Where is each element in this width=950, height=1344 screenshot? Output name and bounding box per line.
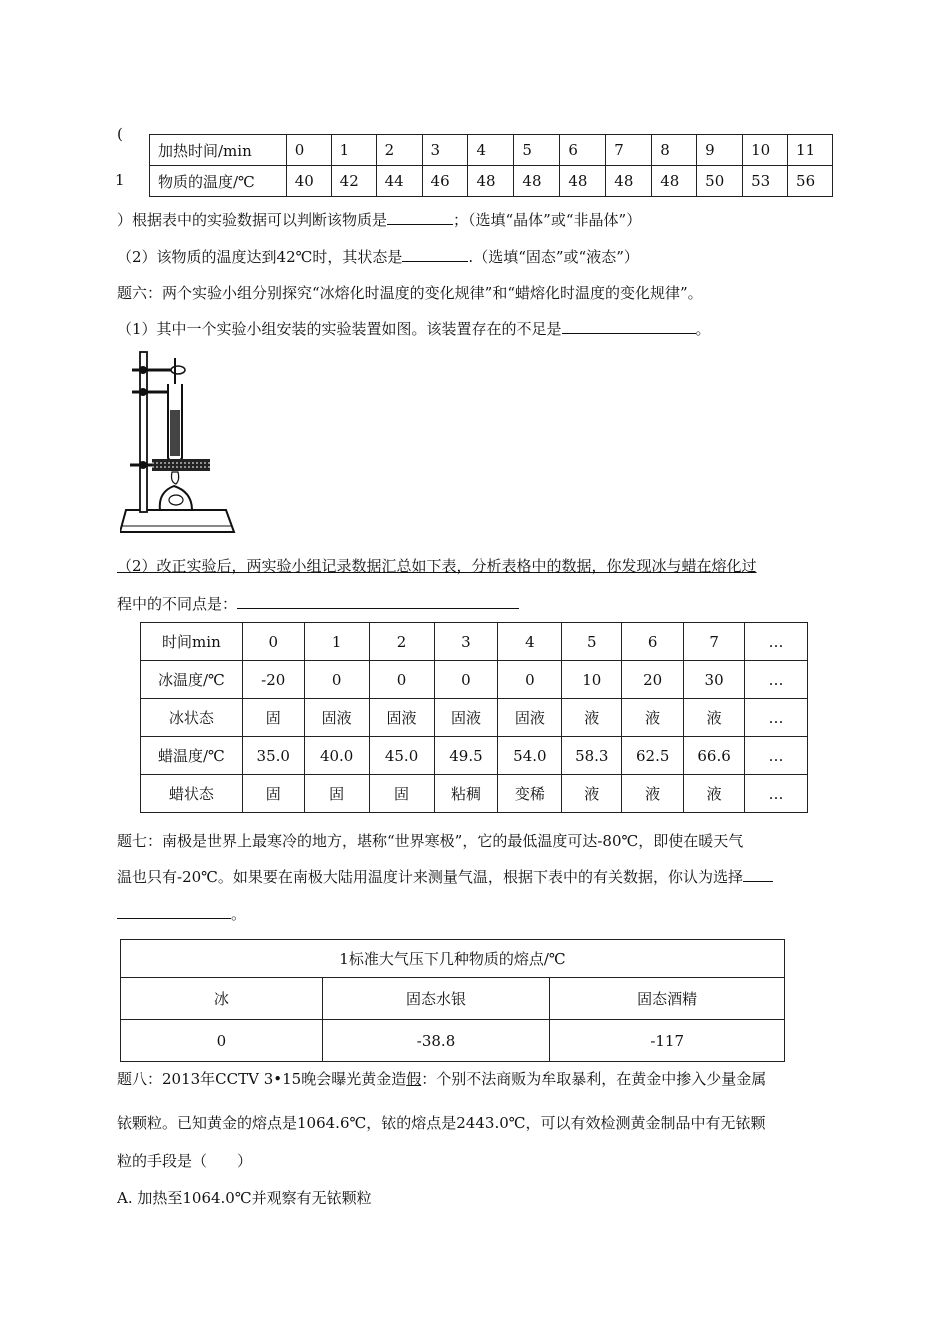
heating-cell: 40	[286, 166, 331, 197]
ice-wax-cell: 30	[684, 661, 745, 699]
ice-wax-cell: 固	[242, 775, 304, 813]
q6-part1-text: （1）其中一个实验小组安装的实验装置如图。该装置存在的不足是	[117, 320, 562, 338]
value-mercury: -38.8	[322, 1020, 550, 1062]
heating-cell: 48	[652, 166, 697, 197]
q5-line1	[117, 209, 641, 230]
heating-cell: 2	[376, 135, 422, 166]
ice-wax-cell: 10	[562, 661, 622, 699]
header-mercury: 固态水银	[322, 978, 550, 1020]
q6-part1-end: 。	[695, 320, 711, 338]
q5-line2-text: （2）该物质的温度达到42℃时，其状态是	[117, 248, 403, 266]
heating-cell: 50	[697, 166, 743, 197]
apparatus-figure	[120, 350, 240, 538]
ice-wax-cell: 0	[498, 661, 562, 699]
heating-cell: 9	[697, 135, 743, 166]
heating-cell: 56	[788, 166, 833, 197]
ice-wax-cell: 66.6	[684, 737, 745, 775]
ice-wax-row-header: 蜡状态	[141, 775, 243, 813]
heating-cell: 1	[331, 135, 376, 166]
heating-cell: 44	[376, 166, 422, 197]
ice-wax-cell: 固液	[434, 699, 498, 737]
ice-wax-row-header: 时间min	[141, 623, 243, 661]
q6-part1	[117, 318, 711, 339]
ice-wax-cell: 固液	[498, 699, 562, 737]
ice-wax-cell: 0	[369, 661, 434, 699]
q8-line2: 铱颗粒。已知黄金的熔点是1064.6℃，铱的熔点是2443.0℃，可以有效检测黄金制品中有无铱颗	[117, 1114, 766, 1132]
ice-wax-cell: 1	[304, 623, 369, 661]
q8-line1	[117, 1068, 766, 1089]
q7-line3-end: 。	[231, 905, 247, 923]
melting-point-table	[120, 939, 785, 1062]
melting-point-caption: 1标准大气压下几种物质的熔点/℃	[121, 940, 785, 978]
q6-title: 题六：两个实验小组分别探究“冰熔化时温度的变化规律”和“蜡熔化时温度的变化规律”。	[117, 284, 703, 302]
ice-wax-row	[141, 737, 808, 775]
ice-wax-cell: 45.0	[369, 737, 434, 775]
value-ice: 0	[121, 1020, 323, 1062]
heating-cell: 53	[743, 166, 788, 197]
melting-point-header-row	[121, 978, 785, 1020]
ice-wax-cell: 3	[434, 623, 498, 661]
ice-wax-cell: …	[745, 661, 808, 699]
ice-wax-cell: 2	[369, 623, 434, 661]
ice-wax-cell: 液	[684, 775, 745, 813]
q8-line1-text: 题八：2013年CCTV 3•15晚会曝光黄金造	[117, 1070, 407, 1088]
q5-line2-hint: .（选填“固态”或“液态”）	[468, 248, 639, 266]
heating-cell: 0	[286, 135, 331, 166]
q8-option-a[interactable]: A. 加热至1064.0℃并观察有无铱颗粒	[117, 1189, 372, 1207]
ice-wax-cell: 固液	[369, 699, 434, 737]
ice-wax-cell: 0	[304, 661, 369, 699]
q6-part2-line1: （2）改正实验后，两实验小组记录数据汇总如下表，分析表格中的数据，你发现冰与蜡在熔化过	[117, 557, 757, 575]
heating-cell: 48	[606, 166, 652, 197]
heating-cell: 8	[652, 135, 697, 166]
ice-wax-cell: …	[745, 623, 808, 661]
ice-wax-cell: …	[745, 775, 808, 813]
q5-line1-hint: ；（选填“晶体”或“非晶体”）	[453, 211, 642, 229]
q5-paren-number: 1	[115, 171, 125, 189]
ice-wax-cell: 7	[684, 623, 745, 661]
q8-underlined-char: 假	[406, 1070, 422, 1088]
ice-wax-cell: 粘稠	[434, 775, 498, 813]
apparatus-drawing	[120, 350, 240, 538]
ice-wax-cell: 变稀	[498, 775, 562, 813]
q7-answer-blank-a[interactable]	[743, 881, 773, 882]
ice-wax-cell: 0	[242, 623, 304, 661]
ice-wax-cell: 固液	[304, 699, 369, 737]
q7-line1: 题七：南极是世界上最寒冷的地方，堪称“世界寒极”，它的最低温度可达-80℃，即使在暖天气	[117, 832, 744, 850]
melting-point-value-row	[121, 1020, 785, 1062]
heating-cell: 48	[514, 166, 560, 197]
heating-cell: 10	[743, 135, 788, 166]
q6-answer-blank-2[interactable]	[237, 608, 519, 609]
heating-row-header: 加热时间/min	[150, 135, 287, 166]
heating-row	[150, 166, 833, 197]
ice-wax-cell: 液	[562, 775, 622, 813]
q5-line2	[117, 246, 639, 267]
ice-wax-row	[141, 775, 808, 813]
q8-line3: 粒的手段是（ ）	[117, 1152, 253, 1170]
ice-wax-cell: 35.0	[242, 737, 304, 775]
header-alcohol: 固态酒精	[550, 978, 785, 1020]
ice-wax-cell: …	[745, 737, 808, 775]
ice-wax-cell: 6	[622, 623, 684, 661]
heating-cell: 48	[560, 166, 606, 197]
ice-wax-cell: 62.5	[622, 737, 684, 775]
heating-cell: 42	[331, 166, 376, 197]
ice-wax-cell: 液	[622, 699, 684, 737]
heating-cell: 11	[788, 135, 833, 166]
melting-point-caption-row	[121, 940, 785, 978]
heating-row-header: 物质的温度/℃	[150, 166, 287, 197]
heating-cell: 48	[468, 166, 514, 197]
ice-wax-cell: 固	[369, 775, 434, 813]
ice-wax-row	[141, 623, 808, 661]
ice-wax-cell: 0	[434, 661, 498, 699]
ice-wax-cell: …	[745, 699, 808, 737]
heating-cell: 5	[514, 135, 560, 166]
heating-cell: 4	[468, 135, 514, 166]
header-ice: 冰	[121, 978, 323, 1020]
ice-wax-cell: 液	[684, 699, 745, 737]
q7-line2-text: 温也只有-20℃。如果要在南极大陆用温度计来测量气温，根据下表中的有关数据，你认为选择	[117, 868, 743, 886]
ice-wax-row-header: 冰状态	[141, 699, 243, 737]
ice-wax-cell: 4	[498, 623, 562, 661]
ice-wax-cell: 40.0	[304, 737, 369, 775]
ice-wax-cell: 液	[562, 699, 622, 737]
q7-line2	[117, 866, 773, 887]
ice-wax-cell: 液	[622, 775, 684, 813]
q8-line1-rest: ：个别不法商贩为牟取暴利，在黄金中掺入少量金属	[421, 1070, 767, 1088]
ice-wax-row	[141, 661, 808, 699]
ice-wax-row-header: 冰温度/℃	[141, 661, 243, 699]
q6-part2-line2	[117, 593, 519, 614]
q5-answer-blank-1[interactable]	[387, 224, 453, 225]
ice-wax-cell: 固	[304, 775, 369, 813]
heating-cell: 6	[560, 135, 606, 166]
ice-wax-cell: 54.0	[498, 737, 562, 775]
q5-paren-open: (	[117, 125, 123, 143]
ice-wax-cell: 5	[562, 623, 622, 661]
ice-wax-cell: -20	[242, 661, 304, 699]
ice-wax-table	[140, 622, 808, 813]
heating-cell: 3	[422, 135, 468, 166]
q5-answer-blank-2[interactable]	[402, 261, 468, 262]
q5-line1-text: ）根据表中的实验数据可以判断该物质是	[117, 211, 388, 229]
ice-wax-row	[141, 699, 808, 737]
q6-answer-blank-1[interactable]	[562, 333, 696, 334]
heating-cell: 7	[606, 135, 652, 166]
value-alcohol: -117	[550, 1020, 785, 1062]
heating-cell: 46	[422, 166, 468, 197]
q7-answer-blank-b[interactable]	[117, 918, 231, 919]
ice-wax-cell: 20	[622, 661, 684, 699]
ice-wax-row-header: 蜡温度/℃	[141, 737, 243, 775]
ice-wax-cell: 58.3	[562, 737, 622, 775]
q6-part2-text: 程中的不同点是：	[117, 595, 238, 613]
heating-data-table	[149, 134, 833, 197]
heating-row	[150, 135, 833, 166]
q7-line3	[117, 903, 246, 924]
ice-wax-cell: 固	[242, 699, 304, 737]
ice-wax-cell: 49.5	[434, 737, 498, 775]
